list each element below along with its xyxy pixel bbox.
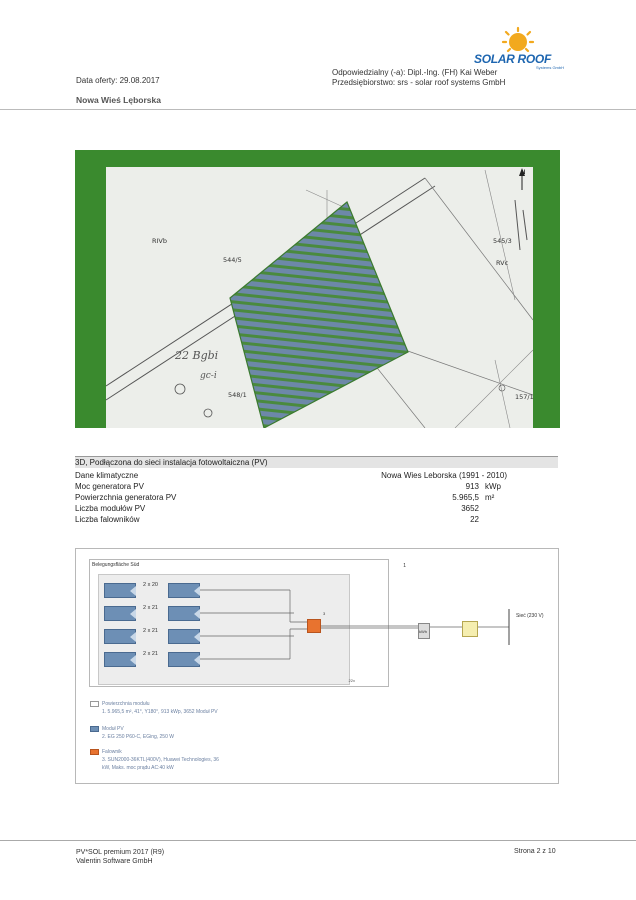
project-location: Nowa Wieś Lęborska <box>76 95 161 105</box>
legend-inverter-title: Falownik <box>102 749 122 755</box>
footer-software-info <box>76 848 164 866</box>
page-number: Strona 2 z 10 <box>514 848 556 855</box>
map-label-parcel-5453: 545/3 <box>493 237 512 245</box>
summary-label: Moc generatora PV <box>75 482 144 491</box>
pv-module-string-1a <box>104 583 136 598</box>
string-label-2: 2 x 21 <box>143 605 158 611</box>
legend-inverter-text-2: kW, Maks. moc prądu AC:40 kW <box>102 765 174 771</box>
summary-label: Dane klimatyczne <box>75 471 139 480</box>
summary-row-area <box>75 493 515 503</box>
handwritten-note-2: gc-i <box>200 371 217 381</box>
map-label-parcel-1571: 157/1 <box>515 393 534 401</box>
summary-row-inverters <box>75 515 515 525</box>
pv-module-string-4b <box>168 652 200 667</box>
legend-surface-text: 1. 5.965,5 m², 41°, Y180°, 913 kWp, 3652 Moduł PV <box>102 709 218 715</box>
map-label-rivb: RIVb <box>152 237 168 245</box>
summary-label: Powierzchnia generatora PV <box>75 493 177 502</box>
logo-text: SOLAR ROOF <box>474 52 551 66</box>
pv-module-string-4a <box>104 652 136 667</box>
site-plan-map <box>75 150 560 428</box>
summary-label: Liczba falowników <box>75 515 140 524</box>
pv-module-string-3b <box>168 629 200 644</box>
system-summary-title: 3D, Podłączona do sieci instalacja fotowoltaiczna (PV) <box>75 458 268 467</box>
module-area-title: Belegungsfläche Süd <box>92 562 140 568</box>
system-schematic <box>75 548 559 784</box>
summary-label: Liczba modułów PV <box>75 504 146 513</box>
legend-surface-swatch <box>90 701 99 707</box>
software-vendor: Valentin Software GmbH <box>76 858 153 865</box>
summary-row-climate <box>75 471 515 481</box>
summary-value: Nowa Wies Leborska (1991 - 2010) <box>381 471 507 480</box>
map-label-rivc: RVc <box>496 259 509 267</box>
summary-value: 913 <box>465 482 479 491</box>
legend-module-title: Moduł PV <box>102 726 124 732</box>
summary-value: 3652 <box>461 504 479 513</box>
header-contact <box>332 68 505 88</box>
map-label-parcel-5445: 544/5 <box>223 256 242 264</box>
footer-divider <box>0 840 636 841</box>
summary-unit: kWp <box>485 482 501 491</box>
responsible-person: Odpowiedzialny (-a): Dipl.-Ing. (FH) Kai Weber <box>332 68 498 77</box>
summary-row-power <box>75 482 515 492</box>
string-label-1: 2 x 20 <box>143 582 158 588</box>
pv-module-string-2b <box>168 606 200 621</box>
module-area-number: 1 <box>403 563 406 569</box>
pv-module-string-1b <box>168 583 200 598</box>
summary-value: 22 <box>470 515 479 524</box>
grid-connection-label: Sieć (230 V) <box>516 613 544 619</box>
system-summary-header <box>75 456 558 468</box>
legend-module-text: 2. EG 250 P60-C, EGing, 250 W <box>102 734 174 740</box>
site-plan-drawing <box>75 150 560 428</box>
pv-module-string-2a <box>104 606 136 621</box>
inverter-number: 3 <box>323 611 326 616</box>
energy-meter-label: kWh <box>419 629 427 634</box>
offer-date: Data oferty: 29.08.2017 <box>76 76 160 85</box>
north-arrow-label: N <box>521 170 526 176</box>
legend-inverter-swatch <box>90 749 99 755</box>
legend-module-swatch <box>90 726 99 732</box>
legend-surface-title: Powierzchnia modułu <box>102 701 150 707</box>
pv-module-string-3a <box>104 629 136 644</box>
legend-inverter-text-1: 3. SUN2000-36KTL(400V), Huawei Technologies, 36 <box>102 757 219 763</box>
consumer-symbol <box>462 621 478 637</box>
handwritten-note-1: 22 Bgbi <box>175 349 219 362</box>
inverter-count-label: 22x <box>348 678 355 683</box>
software-name: PV*SOL premium 2017 (R9) <box>76 849 165 856</box>
company-name: Przedsiębiorstwo: srs - solar roof systems GmbH <box>332 78 506 87</box>
logo-subtext: Systems GmbH <box>536 65 565 70</box>
summary-value: 5.965,5 <box>452 493 479 502</box>
string-label-4: 2 x 21 <box>143 651 158 657</box>
inverter-symbol <box>307 619 321 633</box>
summary-unit: m² <box>485 493 495 502</box>
string-label-3: 2 x 21 <box>143 628 158 634</box>
map-label-parcel-5481: 548/1 <box>228 391 247 399</box>
header-divider <box>0 109 636 110</box>
summary-row-modules <box>75 504 515 514</box>
